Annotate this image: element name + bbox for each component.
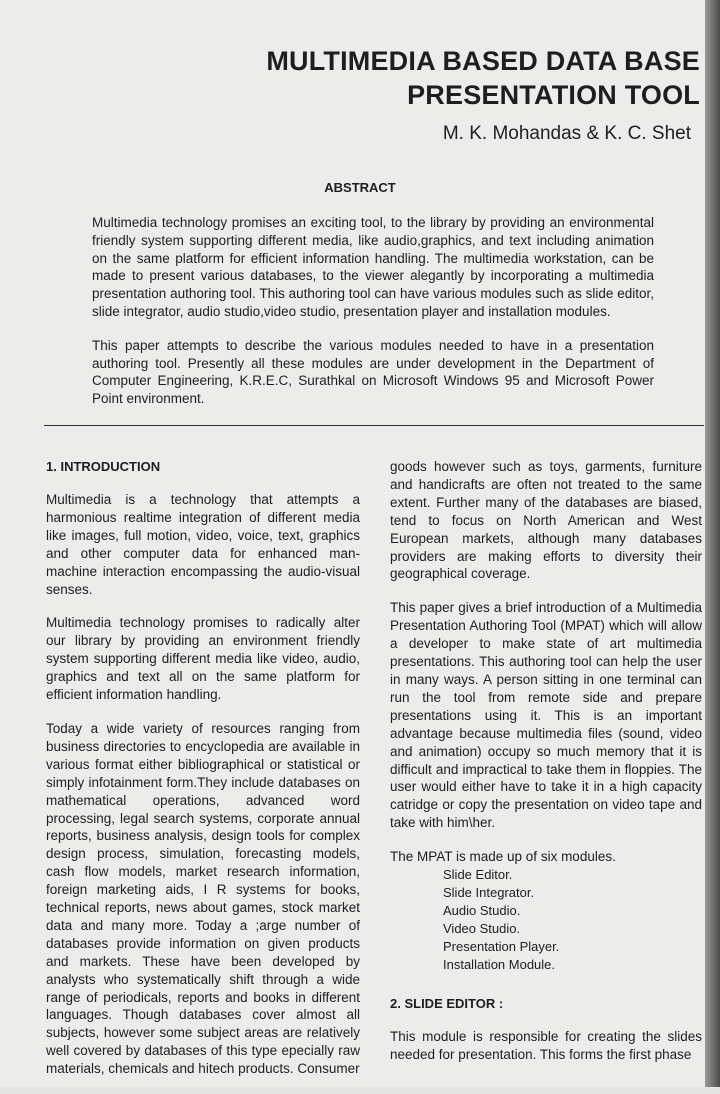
abstract-paragraph: This paper attempts to describe the various modules needed to have in a presentation authoring tool. Presently all these modules are under development in the Department of Computer Engineering, K.R.E.C, Surathkal on Microsoft Windows 95 and Microsoft Power Point environment.: [92, 337, 654, 407]
body-paragraph: The MPAT is made up of six modules.: [390, 849, 616, 865]
body-paragraph: This module is responsible for creating the slides needed for presentation. This forms the first phase: [390, 1029, 702, 1063]
page-binding-shadow: [705, 0, 720, 1087]
abstract-paragraph: Multimedia technology promises an exciting tool, to the library by providing an environmental friendly system supporting different media, like audio,graphics, and text including animation on the same platform for efficient information handling. The multimedia workstation, can be made to present various databases, to the viewer alegantly by incorporating a multimedia presentation authoring tool. This authoring tool can have various modules such as slide editor, slide integrator, audio studio,video studio, presentation player and installation modules.: [92, 215, 654, 319]
abstract-body: [92, 214, 654, 424]
module-list-item: Presentation Player.: [443, 938, 560, 954]
body-paragraph: goods however such as toys, garments, furniture and handicrafts are often not treated to the same extent. Further many of the databases are biased, tend to focus on North American and West European markets, although many databases providers are making efforts to diversity their geographical coverage.: [390, 459, 702, 582]
section-heading-introduction: 1. INTRODUCTION: [46, 459, 161, 474]
module-list-item: Audio Studio.: [443, 902, 521, 918]
module-list-item: Slide Integrator.: [443, 884, 535, 900]
paper-title: MULTIMEDIA BASED DATA BASE PRESENTATION TOOL: [266, 46, 700, 110]
module-list-item: Slide Editor.: [443, 867, 513, 883]
paper-authors: M. K. Mohandas & K. C. Shet: [442, 123, 691, 144]
left-column: [46, 458, 360, 1094]
right-column: [390, 458, 702, 1080]
body-paragraph: Today a wide variety of resources ranging from business directories to encyclopedia are available in various format either bibliographical or statistical or simply infotainment form.They include databases on mathematical operations, advanced word processing, legal search systems, corporate annual reports, business analysis, design tools for complex design process, simulation, forecasting models, cash flow models, market research information, foreign marketing aids, I R systems for books, technical reports, news about games, stock market data and many more. Today a ;arge number of databases provide information on given products and markets. These have been developed by analysts who systematically shift through a wide range of periodicals, reports and books in different languages. Though databases cover almost all subjects, however some subject areas are relatively well covered by databases of this type epecially raw materials, chemicals and hitech products. Consumer: [46, 720, 360, 1077]
section-heading-slide-editor: 2. SLIDE EDITOR :: [390, 996, 504, 1012]
body-paragraph: This paper gives a brief introduction of a Multimedia Presentation Authoring Tool (MPAT) which will allow a developer to make state of art multimedia presentations. This authoring tool can help the user in many ways. A person sitting in one terminal can run the tool from remote side and prepare presentations using it. This is an important advantage because multimedia files (sound, video and animation) occupy so much memory that it is difficult and impractical to take them in floppies. The user would either have to take it in a high capacity catridge or copy the presentation on video tape and take with him\her.: [390, 600, 702, 831]
body-paragraph: Multimedia technology promises to radically alter our library by providing an environment friendly system supporting different media like video, audio, graphics and text all on the same platform for efficient information handling.: [46, 615, 360, 703]
section-divider: [44, 425, 704, 426]
abstract-heading: ABSTRACT: [324, 180, 396, 195]
body-paragraph: Multimedia is a technology that attempts a harmonious realtime integration of different media like images, full motion, video, voice, text, graphics and other computer data for enhanced man-machine interaction encompassing the audio-visual senses.: [46, 492, 360, 597]
module-list-item: Installation Module.: [443, 956, 556, 972]
module-list: [443, 866, 702, 973]
module-list-item: Video Studio.: [443, 920, 521, 936]
